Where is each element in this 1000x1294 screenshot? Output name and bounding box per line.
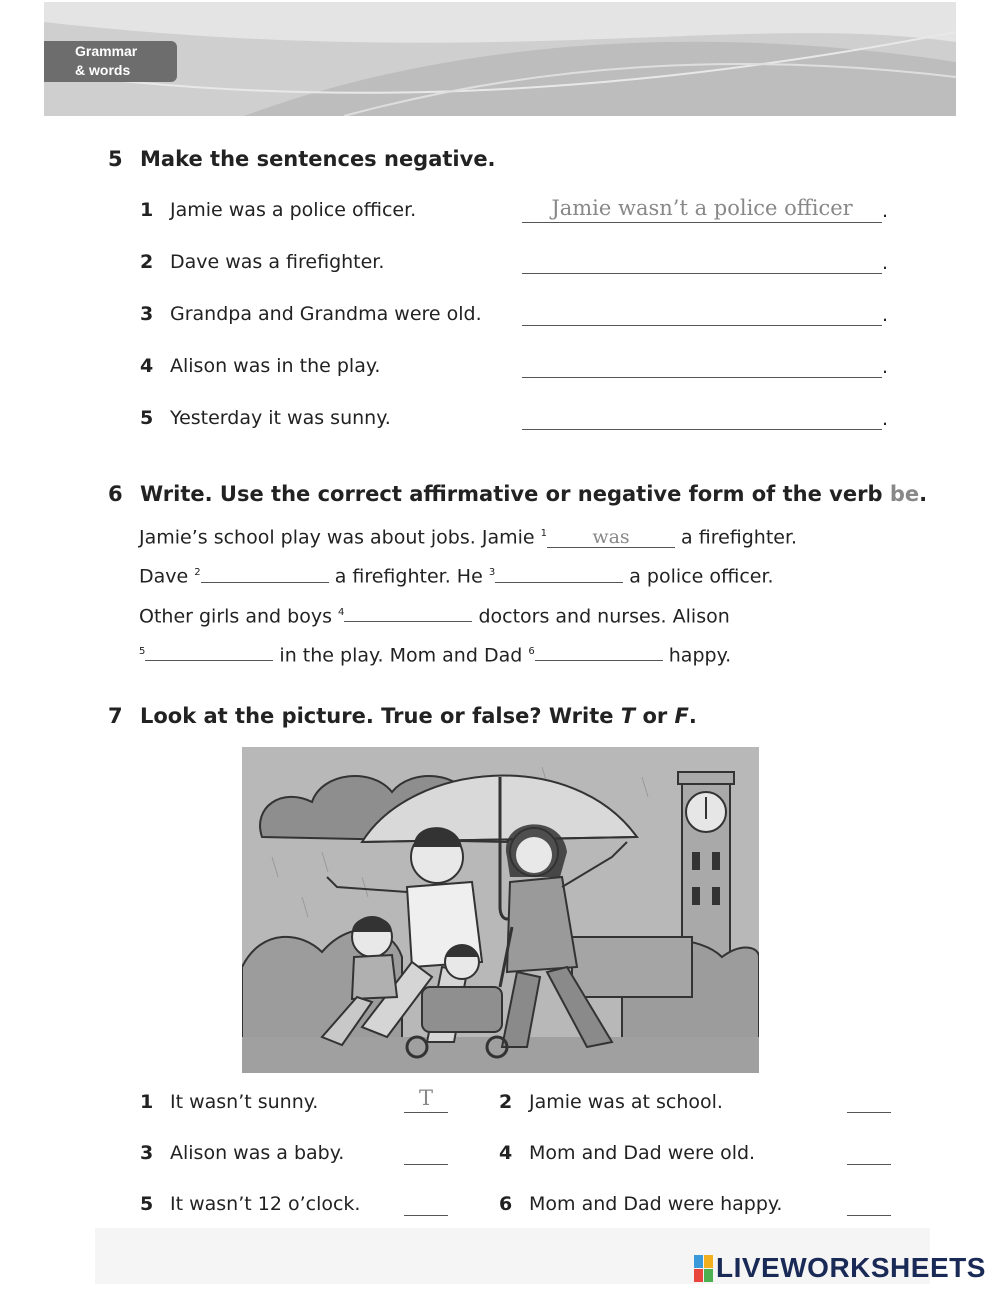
exercise-number: 7 [108,704,123,728]
exercise-5-item [140,199,416,221]
answer-line [522,429,882,430]
gap-number: 3 [488,567,496,579]
item-number: 5 [140,407,154,429]
tf-item [140,1193,360,1215]
exercise-instruction: Make the sentences negative. [140,147,496,171]
item-sentence: Yesterday it was sunny. [170,407,391,429]
text-segment: happy. [668,644,732,667]
period: . [882,200,889,222]
exercise-instruction: Look at the picture. True or false? Write [140,704,614,728]
verb-be: be [889,482,920,506]
text-segment: Other girls and boys [139,604,332,627]
banner-waves [44,2,956,116]
exercise-5-item [140,251,384,273]
tf-answer-1[interactable]: T [418,1086,433,1110]
tf-item [499,1142,755,1164]
item-number: 3 [140,1142,154,1164]
logo-blocks-icon [694,1255,712,1281]
logo-wordmark: LIVEWORKSHEETS [716,1252,986,1283]
item-sentence: Alison was in the play. [170,355,381,377]
paragraph-line [139,634,797,673]
item-number: 2 [140,251,154,273]
item-statement: Mom and Dad were happy. [529,1193,783,1215]
gap-number: 6 [528,645,535,657]
answer-line [522,377,882,378]
tf-item [140,1091,318,1113]
tf-item [499,1193,782,1215]
paragraph-line [139,516,797,555]
item-statement: It wasn’t sunny. [170,1091,319,1113]
text-segment: a police officer. [629,565,774,588]
gap-number: 4 [338,606,345,618]
exercise-7-heading [108,704,697,728]
word-or: or [642,704,668,728]
text-segment: in the play. Mom and Dad [279,644,523,667]
section-tag-line2: & words [75,62,131,78]
exercise-5-item [140,355,380,377]
letter-t: T [620,704,636,728]
exercise-6-heading [108,482,927,506]
family-rain-picture [242,747,759,1073]
exercise-5-heading [108,147,496,171]
period: . [882,356,889,378]
answer-line [404,1215,448,1216]
item-number: 1 [140,199,154,221]
gap-number: 2 [194,567,201,579]
text-segment: doctors and nurses. Alison [478,604,730,627]
item-sentence: Dave was a firefighter. [170,251,385,273]
period: . [882,252,889,274]
answer-line [847,1112,891,1113]
illustration [242,747,759,1073]
item-statement: Mom and Dad were old. [529,1142,756,1164]
tf-item [140,1142,344,1164]
answer-line [522,222,882,223]
item-number: 2 [499,1091,513,1113]
gap-fill-paragraph [139,516,797,673]
item-statement: Alison was a baby. [170,1142,345,1164]
section-tag-line1: Grammar [75,43,138,59]
answer-line [404,1164,448,1165]
item-statement: It wasn’t 12 o’clock. [170,1193,361,1215]
text-segment: Jamie’s school play was about jobs. Jamie [139,526,535,549]
letter-f: F [674,704,689,728]
gap-number: 5 [139,645,146,657]
gap-field-6[interactable] [535,640,663,661]
liveworksheets-logo[interactable] [694,1250,986,1286]
answer-line [404,1112,448,1113]
period: . [882,304,889,326]
heading-period: . [688,704,697,728]
period: . [882,408,889,430]
heading-period: . [919,482,928,506]
gap-field-4[interactable] [344,601,472,622]
answer-line [522,325,882,326]
gap-field-5[interactable] [145,640,273,661]
item-sentence: Grandpa and Grandma were old. [170,303,482,325]
item-number: 1 [140,1091,154,1113]
exercise-number: 5 [108,147,123,171]
paragraph-line [139,595,797,634]
paragraph-line [139,555,797,594]
item-statement: Jamie was at school. [529,1091,723,1113]
exercise-number: 6 [108,482,123,506]
item-number: 4 [140,355,154,377]
text-segment: Dave [139,565,189,588]
item-number: 4 [499,1142,513,1164]
gap-field-2[interactable] [201,562,329,583]
exercise-5-item [140,303,482,325]
exercise-5-item [140,407,391,429]
item-number: 3 [140,303,154,325]
gap-field-3[interactable] [495,562,623,583]
text-segment: a firefighter. He [334,565,483,588]
gap-number: 1 [540,528,547,539]
answer-line [847,1164,891,1165]
gap-field-1[interactable]: was [547,527,675,548]
item-number: 6 [499,1193,513,1215]
exercise-instruction: Write. Use the correct affirmative or negative form of the verb [140,482,883,506]
text-segment: a firefighter. [681,526,798,549]
item-number: 5 [140,1193,154,1215]
answer-line [847,1215,891,1216]
tf-item [499,1091,723,1113]
header-banner [44,2,956,116]
item-sentence: Jamie was a police officer. [170,199,417,221]
answer-field-1[interactable]: Jamie wasn’t a police officer [551,196,853,220]
section-tag [44,41,177,82]
answer-line [522,273,882,274]
